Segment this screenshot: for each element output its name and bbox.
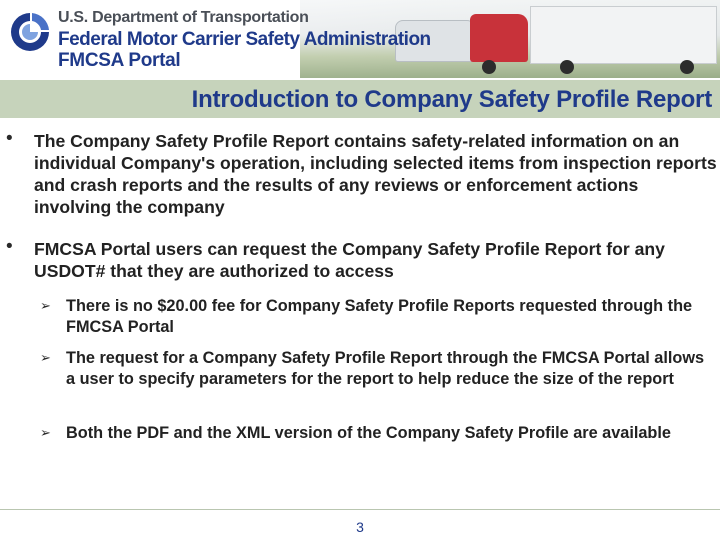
sub-bullet-text: Both the PDF and the XML version of the Company Safety Profile are available <box>66 424 671 442</box>
agency-title: Federal Motor Carrier Safety Administration <box>58 29 431 50</box>
page-number: 3 <box>356 519 364 535</box>
bullet-text: FMCSA Portal users can request the Company Safety Profile Report for any USDOT# that they are authorized to access <box>34 239 665 281</box>
arrow-bullet-icon: ➢ <box>40 425 51 440</box>
wheel-icon <box>680 60 694 74</box>
arrow-bullet-icon: ➢ <box>40 350 51 365</box>
bullet-text: The Company Safety Profile Report contains safety-related information on an individual Company's operation, including selected items from inspection reports and crash reports and the results of any reviews or enforcement actions involving the company <box>34 131 717 217</box>
arrow-bullet-icon: ➢ <box>40 298 51 313</box>
portal-title: FMCSA Portal <box>58 50 181 71</box>
sub-bullet-text: There is no $20.00 fee for Company Safety Profile Reports requested through the FMCSA Portal <box>66 297 693 336</box>
slide-title: Introduction to Company Safety Profile Report <box>191 86 712 113</box>
dot-title: U.S. Department of Transportation <box>58 9 309 26</box>
bullet-icon: • <box>6 128 13 149</box>
wheel-icon <box>560 60 574 74</box>
truck-cab-image <box>470 14 528 62</box>
footer-divider <box>0 509 720 510</box>
bullet-icon: • <box>6 236 13 257</box>
dot-logo-icon <box>8 10 52 54</box>
sub-bullet-text: The request for a Company Safety Profile Report through the FMCSA Portal allows a user to specify parameters for the report to help reduce the size of the report <box>66 349 705 388</box>
wheel-icon <box>482 60 496 74</box>
header-banner <box>0 0 720 78</box>
trailer-image <box>530 6 717 64</box>
